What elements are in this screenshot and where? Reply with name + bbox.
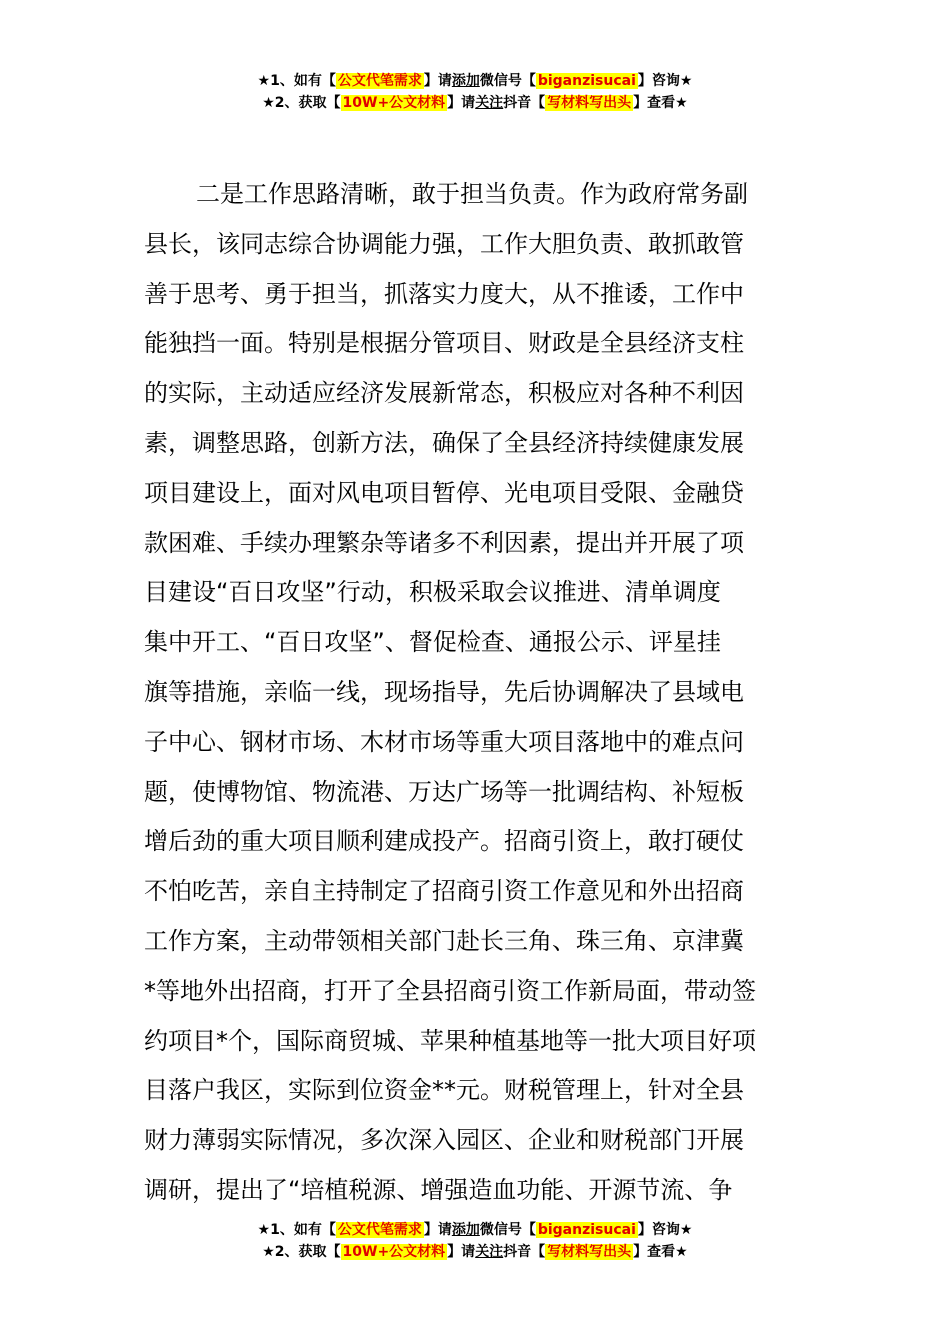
banner-text: 抖音【 xyxy=(503,95,546,111)
body-line: 旗等措施，亲临一线，现场指导，先后协调解决了县域电 xyxy=(144,677,744,706)
body-line: 约项目*个，国际商贸城、苹果种植基地等一批大项目好项 xyxy=(144,1026,756,1055)
banner-line-1 xyxy=(0,70,950,92)
banner-underline: 添加 xyxy=(451,1222,480,1238)
body-line: *等地外出招商，打开了全县招商引资工作新局面，带动签 xyxy=(144,976,756,1005)
body-line: 县长，该同志综合协调能力强，工作大胆负责、敢抓敢管 xyxy=(144,229,744,258)
banner-underline: 关注 xyxy=(475,95,504,111)
banner-text: ★1、如有【 xyxy=(257,73,336,89)
body-line: 题，使博物馆、物流港、万达广场等一批调结构、补短板 xyxy=(144,777,744,806)
body-line: 项目建设上，面对风电项目暂停、光电项目受限、金融贷 xyxy=(144,478,744,507)
banner-line-2 xyxy=(0,92,950,114)
banner-text: 】请 xyxy=(447,95,476,111)
body-line: 增后劲的重大项目顺利建成投产。招商引资上，敢打硬仗 xyxy=(144,827,744,856)
banner-text: 】请 xyxy=(423,1222,452,1238)
banner-text: 抖音【 xyxy=(503,1244,546,1260)
body-line: 善于思考、勇于担当，抓落实力度大，从不推诿，工作中 xyxy=(144,279,744,308)
body-line: 工作方案，主动带领相关部门赴长三角、珠三角、京津冀 xyxy=(144,926,744,955)
banner-text: ★2、获取【 xyxy=(262,95,341,111)
body-line: 财力薄弱实际情况，多次深入园区、企业和财税部门开展 xyxy=(144,1126,744,1155)
banner-highlight: 公文代笔需求 xyxy=(337,1222,422,1238)
document-body xyxy=(144,170,806,1216)
banner-text: ★2、获取【 xyxy=(262,1244,341,1260)
banner-text: 微信号【 xyxy=(479,73,536,89)
banner-text: ★1、如有【 xyxy=(257,1222,336,1238)
body-line: 的实际，主动适应经济发展新常态，积极应对各种不利因 xyxy=(144,379,744,408)
banner-text: 】咨询★ xyxy=(637,73,693,89)
body-line: 子中心、钢材市场、木材市场等重大项目落地中的难点问 xyxy=(144,727,744,756)
banner-line-2 xyxy=(0,1241,950,1263)
banner-highlight: 10W+公文材料 xyxy=(342,1244,446,1260)
body-line: 目建设“百日攻坚”行动，积极采取会议推进、清单调度 xyxy=(144,578,721,607)
body-line: 目落户我区，实际到位资金**元。财税管理上，针对全县 xyxy=(144,1076,744,1105)
banner-text: 】查看★ xyxy=(633,1244,688,1260)
banner-highlight: 10W+公文材料 xyxy=(342,95,446,111)
body-line: 二是工作思路清晰，敢于担当负责。作为政府常务副 xyxy=(196,180,748,208)
body-line: 调研，提出了“培植税源、增强造血功能、开源节流、争 xyxy=(144,1175,733,1204)
banner-highlight: biganzisucai xyxy=(537,1222,636,1238)
footer-banner xyxy=(0,1219,950,1263)
header-banner xyxy=(0,70,950,114)
banner-text: 】查看★ xyxy=(633,95,688,111)
body-line: 素，调整思路，创新方法，确保了全县经济持续健康发展 xyxy=(144,428,744,457)
body-line: 款困难、手续办理繁杂等诸多不利因素，提出并开展了项 xyxy=(144,528,744,557)
body-line: 能独挡一面。特别是根据分管项目、财政是全县经济支柱 xyxy=(144,329,744,358)
banner-highlight: biganzisucai xyxy=(537,73,636,89)
banner-underline: 关注 xyxy=(475,1244,504,1260)
banner-highlight: 公文代笔需求 xyxy=(337,73,422,89)
banner-text: 】请 xyxy=(423,73,452,89)
banner-underline: 添加 xyxy=(451,73,480,89)
banner-line-1 xyxy=(0,1219,950,1241)
banner-text: 微信号【 xyxy=(479,1222,536,1238)
banner-text: 】咨询★ xyxy=(637,1222,693,1238)
body-line: 不怕吃苦，亲自主持制定了招商引资工作意见和外出招商 xyxy=(144,877,744,906)
body-line: 集中开工、“百日攻坚”、督促检查、通报公示、评星挂 xyxy=(144,628,721,657)
banner-highlight: 写材料写出头 xyxy=(547,1244,632,1260)
banner-highlight: 写材料写出头 xyxy=(547,95,632,111)
banner-text: 】请 xyxy=(447,1244,476,1260)
